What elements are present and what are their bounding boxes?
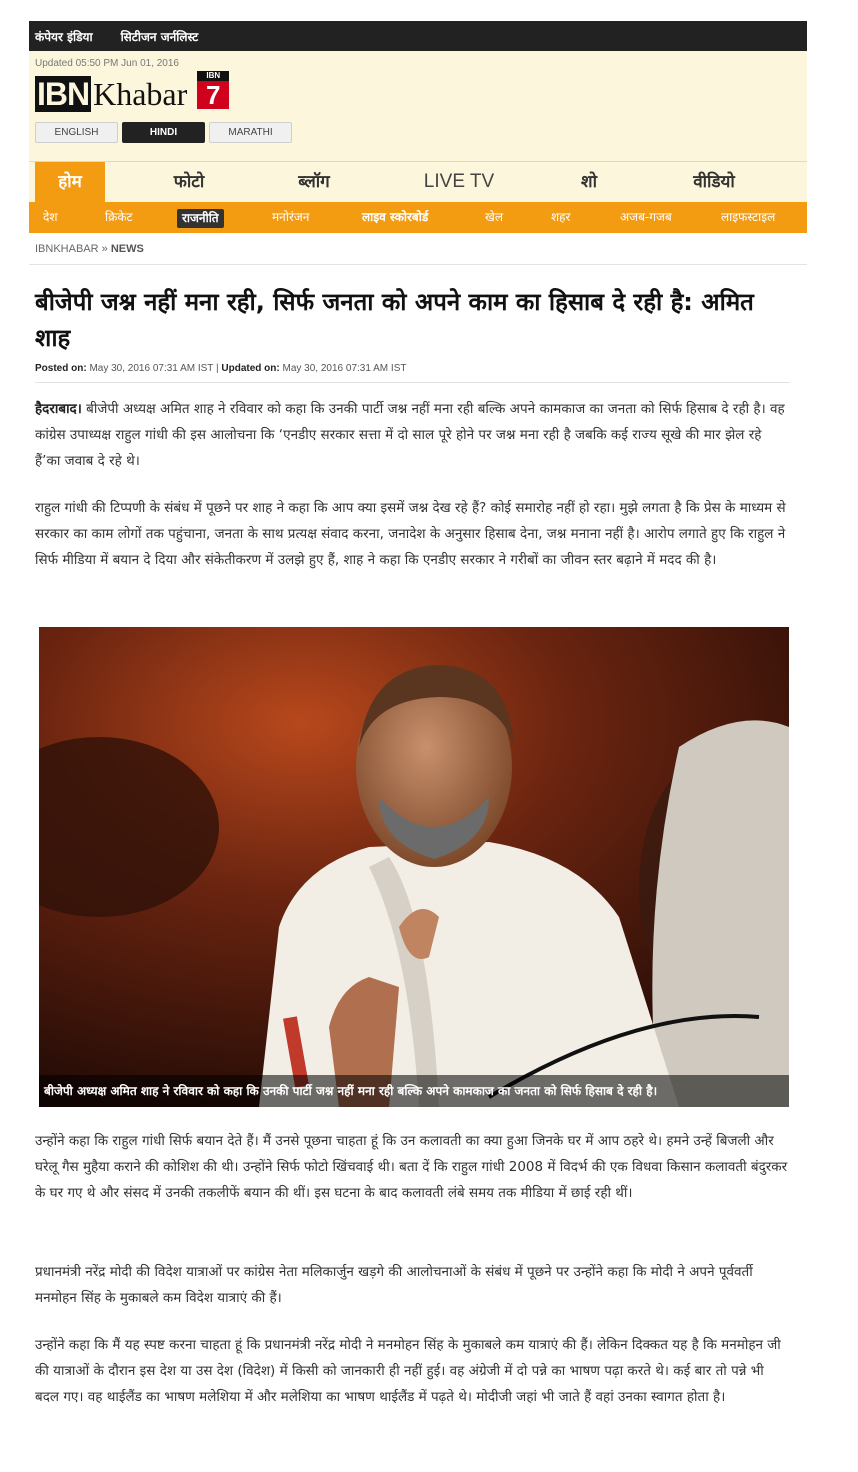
breadcrumb-separator: »: [101, 243, 108, 255]
lang-hindi-button[interactable]: HINDI: [122, 122, 205, 143]
nav-item-photo[interactable]: फोटो: [173, 172, 205, 192]
subnav-item-lifestyle[interactable]: लाइफस्टाइल: [721, 210, 776, 224]
language-switcher: [35, 122, 292, 143]
main-nav: [29, 161, 807, 202]
subnav-item-entertainment[interactable]: मनोरंजन: [272, 210, 310, 224]
logo-ibn: IBN: [37, 76, 90, 112]
topbar-link-citizen-journalist[interactable]: सिटीजन जर्नलिस्ट: [120, 29, 199, 44]
amit-shah-photo: [39, 627, 789, 1107]
topbar-link-compare-india[interactable]: कंपेयर इंडिया: [35, 29, 93, 44]
lang-marathi-button[interactable]: MARATHI: [209, 122, 292, 143]
nav-item-live-tv[interactable]: LIVE TV: [423, 171, 495, 192]
article-paragraph-3: उन्होंने कहा कि राहुल गांधी सिर्फ बयान देते हैं। मैं उनसे पूछना चाहता हूं कि उन कलावती का क्या हुआ जिनके घर में आप ठहरे थे। हमने उन्हें बिजली और घरेलू गैस मुहैया कराने की कोशिश की थी। उन्होंने सिर्फ फोटो खिंचवाई थी। बता दें कि राहुल गांधी 2008 में विदर्भ की एक विधवा किसान कलावती बंदुरकर के घर गए थे और संसद में उनकी तकलीफें बयान की थीं। इस घटना के बाद कलावती लंबे समय तक मीडिया में छाई रही थीं।: [35, 1133, 788, 1201]
divider: [35, 382, 790, 383]
posted-date: May 30, 2016 07:31 AM IST: [89, 363, 214, 374]
updated-date: May 30, 2016 07:31 AM IST: [282, 363, 407, 374]
photo-caption: बीजेपी अध्यक्ष अमित शाह ने रविवार को कहा कि उनकी पार्टी जश्न नहीं मना रही बल्कि अपने कामकाज का जनता को सिर्फ हिसाब दे रही है।: [39, 1075, 789, 1107]
subnav-item-desh[interactable]: देश: [43, 210, 58, 224]
subnav-item-live-scoreboard[interactable]: लाइव स्कोरबोर्ड: [362, 210, 429, 224]
article-paragraph-4: प्रधानमंत्री नरेंद्र मोदी की विदेश यात्राओं पर कांग्रेस नेता मलिकार्जुन खड़गे की आलोचनाओं के संबंध में पूछने पर उन्होंने कहा कि मोदी ने अपने पूर्ववर्ती मनमोहन सिंह के मुकाबले कम विदेश यात्राएं की हैं।: [35, 1264, 753, 1306]
meta-separator: |: [216, 363, 222, 374]
posted-label: Posted on:: [35, 363, 87, 374]
divider: [29, 264, 807, 265]
article-paragraph-1: हैदराबाद। बीजेपी अध्यक्ष अमित शाह ने रविवार को कहा कि उनकी पार्टी जश्न नहीं मना रही बल्कि अपने कामकाज का जनता को सिर्फ हिसाब दे रही है। वह कांग्रेस उपाध्यक्ष राहुल गांधी की इस आलोचना कि ‘एनडीए सरकार सत्ता में दो साल पूरे होने पर जश्न मना रही है जबकि कई राज्य सूखे की मार झेल रहे हैं’का जवाब दे रहे थे।: [35, 401, 785, 469]
lang-english-button[interactable]: ENGLISH: [35, 122, 118, 143]
updated-label: Updated on:: [221, 363, 280, 374]
article-title: बीजेपी जश्न नहीं मना रही, सिर्फ जनता को अपने काम का हिसाब दे रही है: अमित शाह: [35, 288, 754, 352]
last-updated: Updated 05:50 PM Jun 01, 2016: [35, 58, 179, 69]
dateline: हैदराबाद।: [35, 401, 82, 417]
breadcrumb-section[interactable]: NEWS: [110, 243, 144, 255]
nav-item-blog[interactable]: ब्लॉग: [298, 172, 330, 192]
ibn7-badge: IBN 7: [197, 71, 229, 109]
logo-khabar: Khabar: [93, 76, 188, 112]
article-paragraph-5: उन्होंने कहा कि मैं यह स्पष्ट करना चाहता हूं कि प्रधानमंत्री नरेंद्र मोदी ने मनमोहन सिंह के मुकाबले कम यात्राएं की हैं। लेकिन दिक्कत यह है कि मनमोहन जी की यात्राओं के दौरान इस देश या उस देश (विदेश) में किसी को जानकारी ही नहीं हुई। वह अंग्रेजी में दो पन्ने का भाषण पढ़ा करते थे। कई बार तो पन्ने भी बदल गए। वह थाईलैंड का भाषण मलेशिया में और मलेशिया का भाषण थाईलैंड में पढ़ते थे। मोदीजी जहां भी जाते हैं वहां उनका स्वागत होता है।: [35, 1337, 781, 1405]
breadcrumb: [35, 243, 144, 255]
nav-item-home[interactable]: होम: [35, 162, 105, 202]
breadcrumb-home-link[interactable]: IBNKHABAR: [35, 243, 99, 255]
subnav-item-city[interactable]: शहर: [551, 210, 571, 224]
nav-item-video[interactable]: वीडियो: [693, 172, 735, 192]
subnav-item-sports[interactable]: खेल: [485, 210, 503, 224]
article-paragraph-2: राहुल गांधी की टिप्पणी के संबंध में पूछने पर शाह ने कहा कि आप क्या इसमें जश्न देख रहे हैं? कोई समारोह नहीं हो रहा। मुझे लगता है कि प्रेस के माध्यम से सरकार का काम लोगों तक पहुंचाना, जनता के साथ प्रत्यक्ष संवाद करना, जनादेश के अनुसार हिसाब देना, जश्न मनाना नहीं है। आरोप लगाते हुए कि राहुल ने सिर्फ मीडिया में बयान दे दिया और संकेतीकरण में उलझे हुए हैं, शाह ने कहा कि एनडीए सरकार ने गरीबों का जीवन स्तर बढ़ाने में मदद की है।: [35, 500, 786, 568]
sub-nav: [29, 202, 807, 233]
top-bar: [29, 21, 807, 51]
nav-item-show[interactable]: शो: [581, 172, 597, 192]
article-meta: [35, 363, 406, 374]
masthead: [29, 51, 807, 161]
site-logo[interactable]: [35, 71, 229, 112]
subnav-item-politics[interactable]: राजनीति: [177, 209, 224, 228]
subnav-item-cricket[interactable]: क्रिकेट: [105, 210, 133, 224]
subnav-item-ajab-gajab[interactable]: अजब-गजब: [620, 210, 672, 224]
article-photo: [39, 627, 789, 1107]
